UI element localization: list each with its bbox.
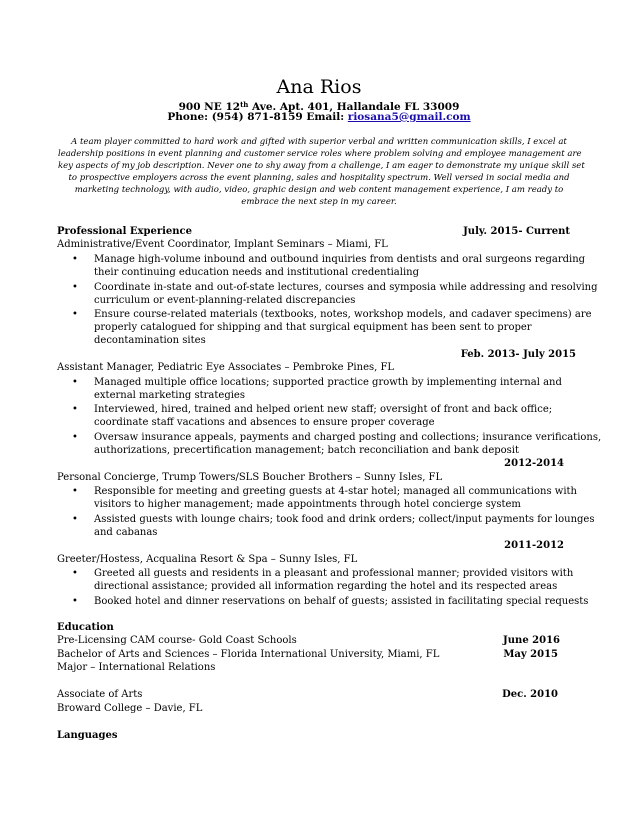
address-number: 900 NE 12 bbox=[178, 101, 241, 113]
job-bullet bbox=[94, 253, 585, 279]
job-bullet bbox=[94, 567, 573, 593]
bullet-icon: • bbox=[72, 404, 78, 415]
bullet-line: authorizations, precertification management; batch reconciliation and bank deposit bbox=[94, 445, 520, 456]
bullet-line: visitors to higher management; made appointments through hotel concierge system bbox=[94, 499, 521, 510]
address-ordinal: th bbox=[240, 100, 249, 109]
bullet-line: curriculum or event-planning-related discrepancies bbox=[94, 295, 356, 306]
bullet-line: their continuing education needs and institutional credentialing bbox=[94, 267, 419, 278]
job-title: Assistant Manager, Pediatric Eye Associates – Pembroke Pines, FL bbox=[57, 362, 395, 373]
bullet-icon: • bbox=[72, 309, 78, 320]
bullet-line: Responsible for meeting and greeting guests at 4-star hotel; managed all communications with bbox=[94, 486, 577, 497]
bullet-line: Assisted guests with lounge chairs; took food and drink orders; collect/input payments for lounges bbox=[94, 514, 595, 525]
bullet-line: Oversaw insurance appeals, payments and charged posting and collections; insurance verifications, bbox=[94, 432, 602, 443]
education-entry: Major – International Relations bbox=[57, 662, 216, 673]
education-date: June 2016 bbox=[503, 635, 560, 646]
bullet-line: Interviewed, hired, trained and helped orient new staff; oversight of front and back office; bbox=[94, 404, 553, 415]
bullet-line: Coordinate in-state and out-of-state lectures, courses and symposia while addressing and resolving bbox=[94, 282, 598, 293]
summary-paragraph bbox=[58, 136, 585, 208]
candidate-name: Ana Rios bbox=[276, 76, 362, 98]
bullet-line: coordinate staff vacations and absences to ensure proper coverage bbox=[94, 417, 435, 428]
job-bullet bbox=[94, 431, 601, 457]
bullet-icon: • bbox=[72, 568, 78, 579]
job-title: Personal Concierge, Trump Towers/SLS Boucher Brothers – Sunny Isles, FL bbox=[57, 472, 443, 483]
bullet-icon: • bbox=[72, 514, 78, 525]
bullet-icon: • bbox=[72, 486, 78, 497]
job-title: Greeter/Hostess, Acqualina Resort & Spa – Sunny Isles, FL bbox=[57, 554, 358, 565]
education-entry: Pre-Licensing CAM course- Gold Coast Schools bbox=[57, 635, 297, 646]
job-bullet bbox=[94, 403, 552, 429]
job-date: Feb. 2013- July 2015 bbox=[460, 349, 576, 360]
education-date: Dec. 2010 bbox=[502, 689, 558, 700]
summary-line: key aspects of my job description. Never one to shy away from a challenge, I am eager to demonstrate my unique skill set bbox=[58, 161, 585, 171]
bullet-icon: • bbox=[72, 596, 78, 607]
bullet-line: Managed multiple office locations; supported practice growth by implementing internal and bbox=[94, 377, 562, 388]
education-date: May 2015 bbox=[503, 649, 558, 660]
job-date: 2011-2012 bbox=[504, 540, 564, 551]
job-bullet bbox=[94, 595, 588, 608]
bullet-line: Greeted all guests and residents in a pleasant and professional manner; provided visitors with bbox=[94, 568, 574, 579]
bullet-line: decontamination sites bbox=[94, 335, 206, 346]
languages-heading: Languages bbox=[57, 730, 118, 741]
summary-line: embrace the next step in my career. bbox=[241, 197, 397, 207]
address-rest: Ave. Apt. 401, Hallandale FL 33009 bbox=[248, 101, 460, 113]
job-bullet bbox=[94, 485, 577, 511]
education-entry: Associate of Arts bbox=[57, 689, 143, 700]
email-link[interactable]: riosana5@gmail.com bbox=[347, 111, 471, 123]
job-bullet bbox=[94, 376, 562, 402]
summary-line: marketing technology, with audio, video, graphic design and web content management experience, I am ready to bbox=[74, 185, 564, 195]
job-date: 2012-2014 bbox=[504, 458, 564, 469]
bullet-line: external marketing strategies bbox=[94, 390, 245, 401]
job-title: Administrative/Event Coordinator, Implant Seminars – Miami, FL bbox=[57, 239, 388, 250]
summary-line: leadership positions in event planning and customer service roles where problem solving and employee management are bbox=[58, 149, 582, 159]
education-heading: Education bbox=[57, 622, 114, 633]
education-entry: Bachelor of Arts and Sciences – Florida International University, Miami, FL bbox=[57, 649, 440, 660]
contact-line bbox=[0, 111, 638, 124]
job-bullet bbox=[94, 308, 592, 347]
bullet-icon: • bbox=[72, 282, 78, 293]
bullet-line: Booked hotel and dinner reservations on behalf of guests; assisted in facilitating special requests bbox=[94, 596, 589, 607]
bullet-line: properly catalogued for shipping and that surgical equipment has been sent to proper bbox=[94, 322, 532, 333]
phone-text: Phone: (954) 871-8159 Email: bbox=[167, 111, 348, 123]
bullet-line: Manage high-volume inbound and outbound inquiries from dentists and oral surgeons regarding bbox=[94, 254, 586, 265]
bullet-line: Ensure course-related materials (textbooks, notes, workshop models, and cadaver specimens) are bbox=[94, 309, 592, 320]
education-entry: Broward College – Davie, FL bbox=[57, 703, 203, 714]
bullet-line: and cabanas bbox=[94, 527, 158, 538]
job-bullet bbox=[94, 281, 598, 307]
bullet-icon: • bbox=[72, 377, 78, 388]
bullet-line: directional assistance; provided all information regarding the hotel and its respected areas bbox=[94, 581, 558, 592]
bullet-icon: • bbox=[72, 432, 78, 443]
job-date: July. 2015- Current bbox=[463, 226, 570, 237]
summary-line: to prospective employers across the event planning, sales and hospitality spectrum. Well versed in social media and bbox=[68, 173, 570, 183]
summary-line: A team player committed to hard work and gifted with superior verbal and written communication skills, I excel at bbox=[71, 137, 567, 147]
job-bullet bbox=[94, 513, 594, 539]
experience-heading: Professional Experience bbox=[57, 226, 192, 237]
bullet-icon: • bbox=[72, 254, 78, 265]
